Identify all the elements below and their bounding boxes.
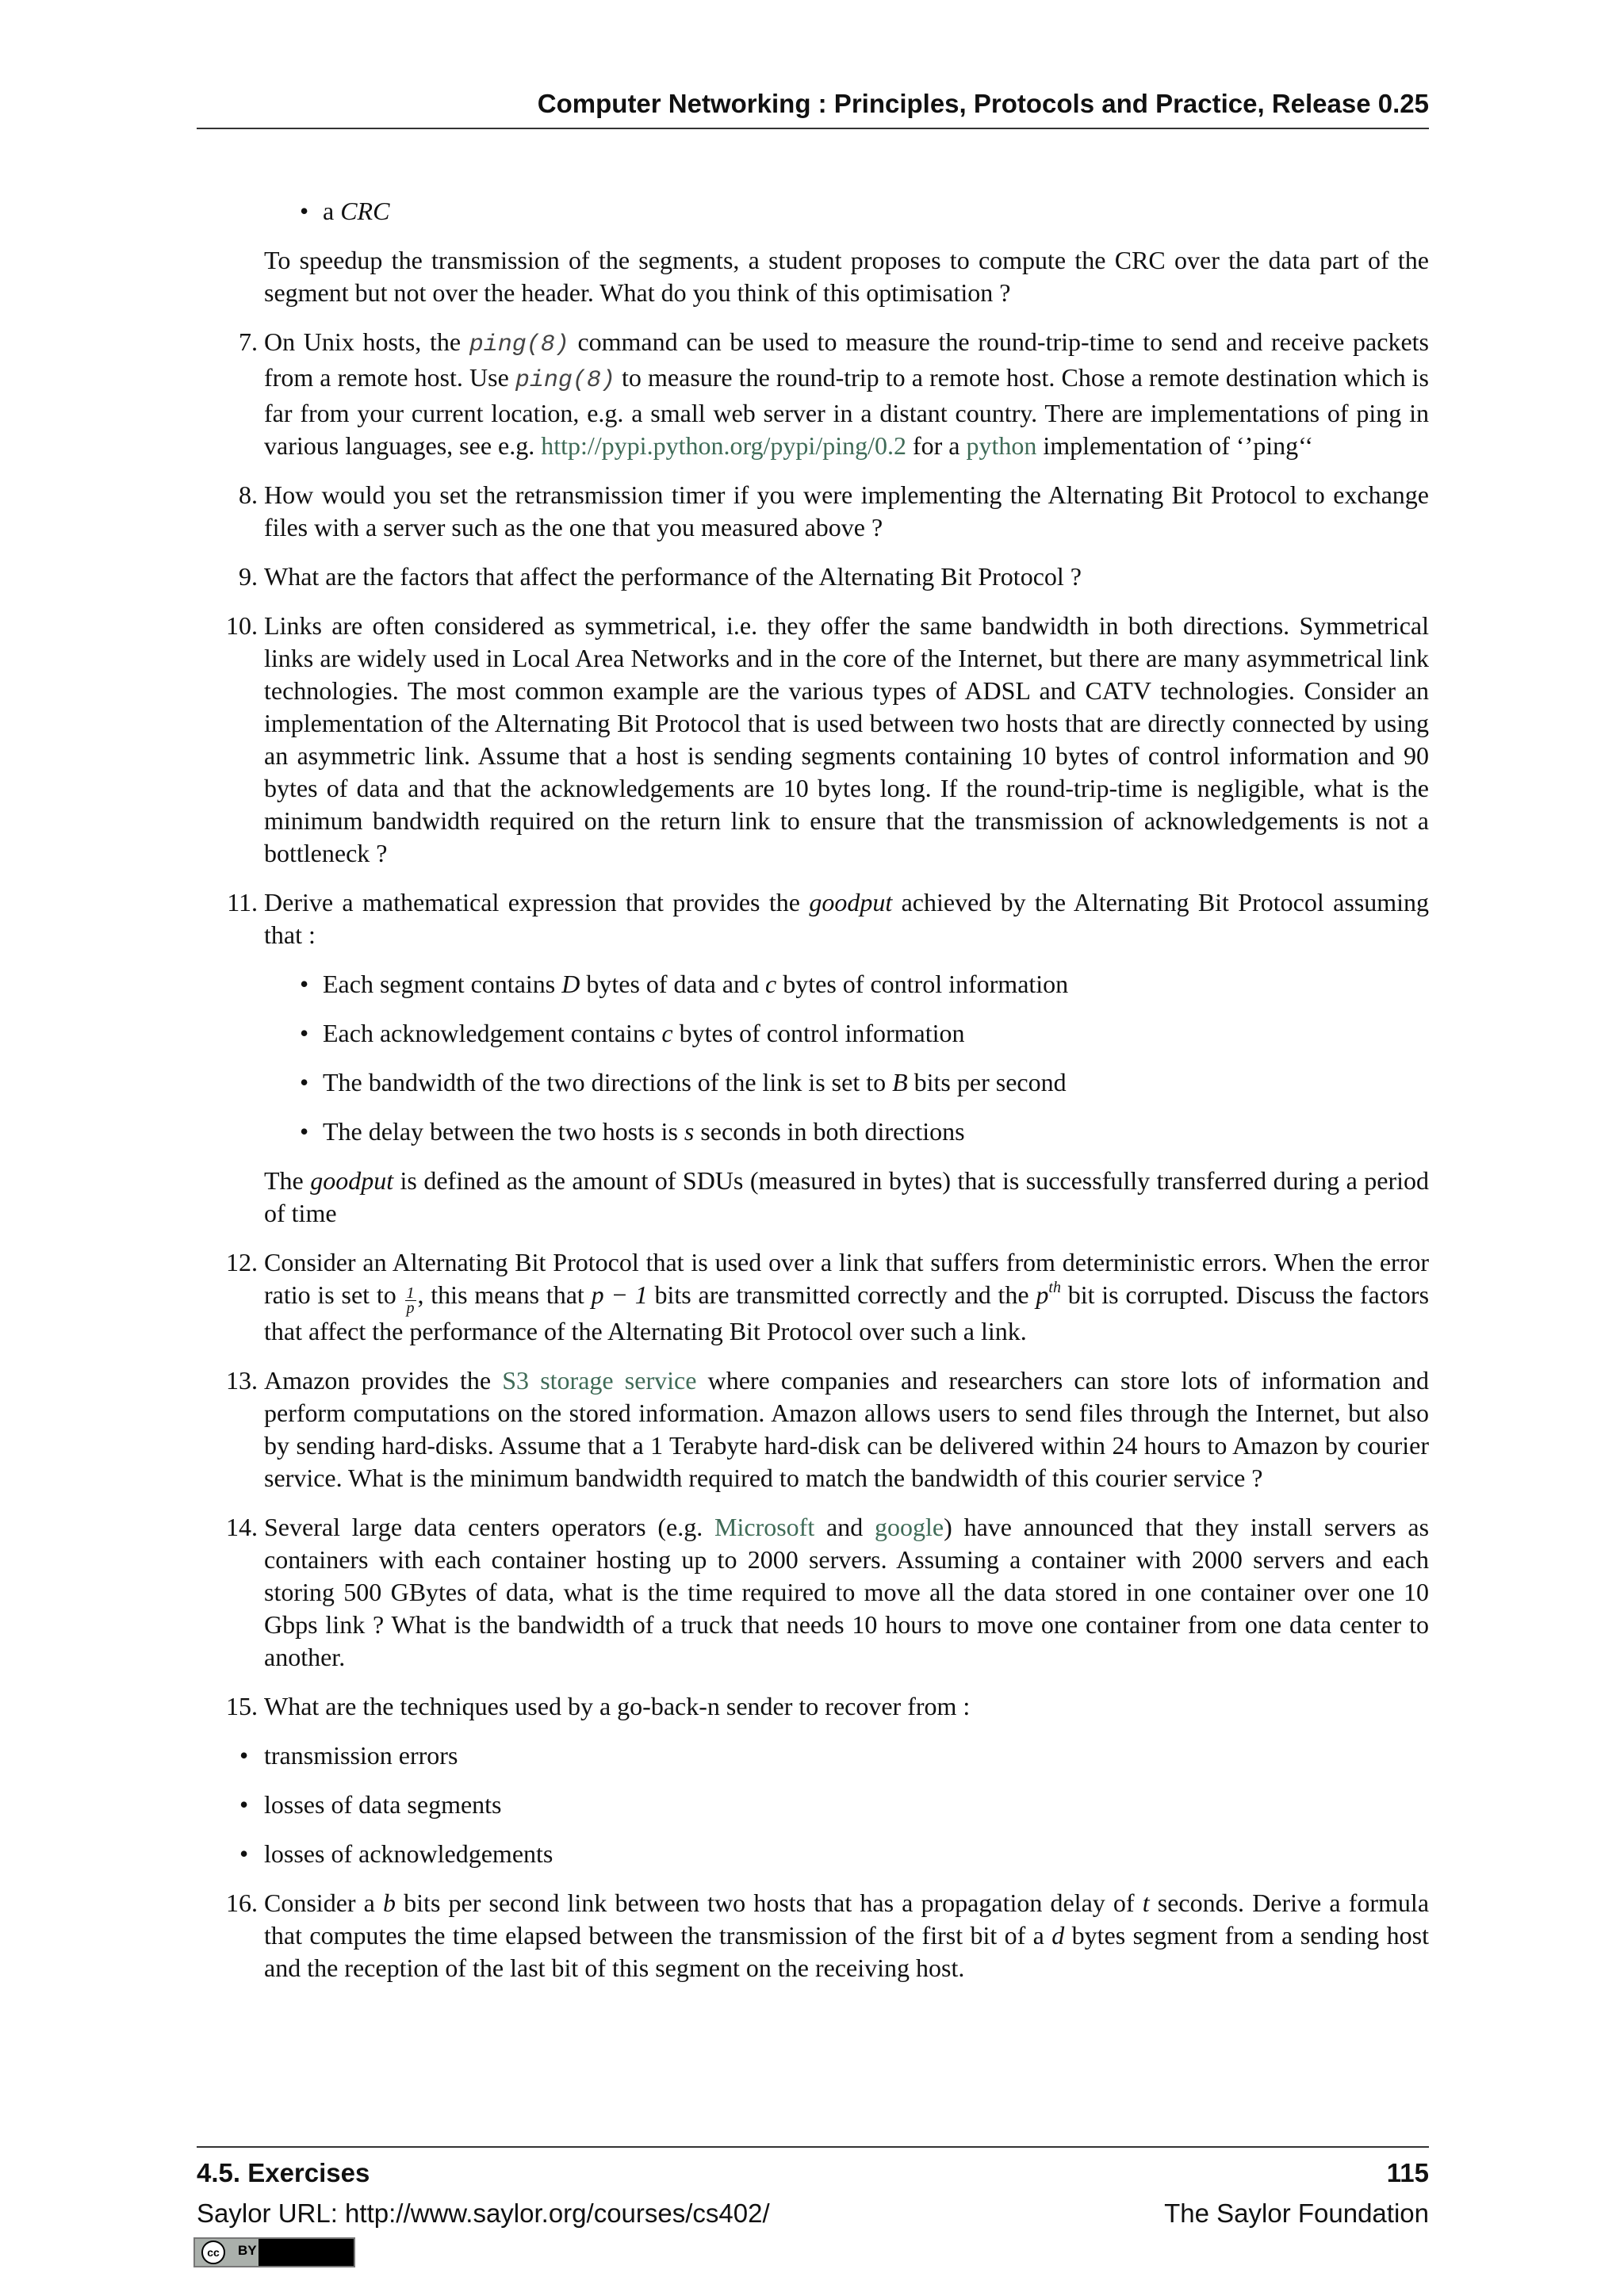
- list-item: • Each segment contains D bytes of data and c bytes of control information: [264, 968, 1429, 1001]
- exercise-number: 7.: [239, 327, 258, 356]
- list-item: • The delay between the two hosts is s seconds in both directions: [264, 1115, 1429, 1148]
- s3-link[interactable]: S3 storage service: [502, 1366, 697, 1395]
- exercise-14: 14. Several large data centers operators (e.g. Microsoft and google) have announced that they install servers as containers with each container hosting up to 2000 servers. Assuming a container with 2000 servers and each storing 500 GBytes of data, what is the time required to move all the data stored in one container over one 10 Gbps link ? What is the bandwidth of a truck that needs 10 hours to move one container from one data center to another.: [264, 1511, 1429, 1674]
- cc-icon: cc: [201, 2241, 225, 2264]
- saylor-foundation: The Saylor Foundation: [1164, 2198, 1429, 2228]
- saylor-url[interactable]: Saylor URL: http://www.saylor.org/courses/cs402/: [197, 2198, 770, 2228]
- list-item: • transmission errors: [264, 1739, 1429, 1772]
- exercise-16: 16. Consider a b bits per second link between two hosts that has a propagation delay of t seconds. Derive a formula that computes the time elapsed between the transmission of the first bit of a d bytes segment from a sending host and the reception of the last bit of this segment on the receiving host.: [264, 1887, 1429, 1984]
- by-label: BY: [238, 2243, 257, 2258]
- cc-license-badge: [193, 2237, 355, 2267]
- bullet-dot: •: [239, 1790, 249, 1819]
- exercise-13: 13. Amazon provides the S3 storage service where companies and researchers can store lots of information and perform computations on the stored information. Amazon allows users to send files through the Internet, but also by sending hard-disks. Assume that a 1 Terabyte hard-disk can be delivered within 24 hours to Amazon by courier service. What is the minimum bandwidth required to match the bandwidth of this courier service ?: [264, 1364, 1429, 1494]
- python-link[interactable]: python: [966, 431, 1037, 460]
- exercise-11-intro: Derive a mathematical expression that provides the goodput achieved by the Alternating Bit Protocol assuming that :: [264, 888, 1430, 949]
- bullet-dot: •: [300, 1068, 309, 1096]
- exercise-7: 7. On Unix hosts, the ping(8) command can be used to measure the round-trip-time to send and receive packets from a remote host. Use ping(8) to measure the round-trip to a remote host. Chose a remote destination which is far from your current location, e.g. a small web server in a distant country. There are implementations of ping in various languages, see e.g. http://pypi.python.org/pypi/ping/0.2 for a python implementation of ‘’ping‘‘: [264, 326, 1429, 462]
- microsoft-link[interactable]: Microsoft: [714, 1513, 815, 1541]
- exercise-number: 16.: [226, 1888, 258, 1917]
- bullet-dot: •: [239, 1839, 249, 1868]
- crc-term: CRC: [340, 197, 390, 225]
- crc-bullet-list: [264, 195, 1429, 228]
- bullet-dot: •: [300, 970, 309, 998]
- google-link[interactable]: google: [875, 1513, 944, 1541]
- exercise-number: 9.: [239, 562, 258, 591]
- exercise-15: 15. What are the techniques used by a go-back-n sender to recover from : • transmission errors • losses of data segments • losses of acknowledgements: [264, 1690, 1429, 1870]
- ping-command: ping(8): [515, 367, 615, 394]
- exercise-11: [227, 886, 1430, 1230]
- math-variable: p: [1036, 1280, 1049, 1309]
- header-rule: [197, 128, 1429, 129]
- exercise-number: 12.: [226, 1248, 258, 1276]
- goodput-term: goodput: [809, 888, 893, 916]
- exercise-number: 14.: [226, 1513, 258, 1541]
- exercise-content: [226, 195, 1430, 2001]
- list-item: • a CRC: [264, 195, 1429, 228]
- exercise-number: 8.: [239, 480, 258, 509]
- bullet-dot: •: [300, 1019, 309, 1047]
- ping-command: ping(8): [469, 331, 569, 358]
- fraction-one-over-p: $\frac{1}{p}$: [406, 1284, 415, 1317]
- exercise-number: 10.: [226, 611, 258, 640]
- exercise-number: 13.: [226, 1366, 258, 1395]
- assumption-list: [264, 968, 1429, 1148]
- bullet-dot: •: [300, 1117, 309, 1146]
- exercise-9: 9. What are the factors that affect the performance of the Alternating Bit Protocol ?: [264, 561, 1429, 593]
- exercise-number: 11.: [227, 888, 258, 916]
- math-expression: p − 1: [591, 1280, 648, 1309]
- technique-list: [239, 1739, 1429, 1870]
- bullet-dot: •: [300, 197, 309, 225]
- exercise-number: 15.: [226, 1692, 258, 1720]
- section-title: 4.5. Exercises: [197, 2158, 370, 2187]
- goodput-definition: The goodput is defined as the amount of SDUs (measured in bytes) that is successfully transferred during a period of time: [264, 1166, 1430, 1227]
- exercise-12: 12. Consider an Alternating Bit Protocol that is used over a link that suffers from deterministic errors. When the error ratio is set to $\frac{1}{p}$ , this means that p − 1 bits are transmitted correctly and the $p^{th}$ bit is corrupted. Discuss the factors that affect the performance of the Alternating Bit Protocol over such a link.: [264, 1246, 1429, 1348]
- bullet-dot: •: [239, 1741, 249, 1770]
- list-item: • losses of acknowledgements: [264, 1838, 1429, 1870]
- exercise-8: 8. How would you set the retransmission timer if you were implementing the Alternating Bit Protocol to exchange files with a server such as the one that you measured above ?: [264, 479, 1429, 544]
- exercise-10: 10. Links are often considered as symmetrical, i.e. they offer the same bandwidth in both directions. Symmetrical links are widely used in Local Area Networks and in the core of the Internet, but there are many asymmetrical link technologies. The most common example are the various types of ADSL and CATV technologies. Consider an implementation of the Alternating Bit Protocol that is used between two hosts that are directly connected by using an asymmetric link. Assume that a host is sending segments containing 10 bytes of control information and 90 bytes of data and that the acknowledgements are 10 bytes long. If the round-trip-time is negligible, what is the minimum bandwidth required on the return link to ensure that the transmission of acknowledgements is not a bottleneck ?: [264, 610, 1429, 870]
- ping-url-link[interactable]: http://pypi.python.org/pypi/ping/0.2: [541, 431, 906, 460]
- list-item: • Each acknowledgement contains c bytes of control information: [264, 1017, 1429, 1050]
- page-number: 115: [1386, 2158, 1429, 2187]
- crc-paragraph: To speedup the transmission of the segments, a student proposes to compute the CRC over the data part of the segment but not over the header. What do you think of this optimisation ?: [264, 246, 1429, 307]
- exercise-list: [226, 326, 1430, 1984]
- footer-rule: [197, 2146, 1429, 2148]
- list-item: • losses of data segments: [264, 1789, 1429, 1821]
- running-header: Computer Networking : Principles, Protocols and Practice, Release 0.25: [537, 89, 1429, 118]
- list-item: • The bandwidth of the two directions of the link is set to B bits per second: [264, 1066, 1429, 1099]
- superscript: th: [1048, 1279, 1061, 1296]
